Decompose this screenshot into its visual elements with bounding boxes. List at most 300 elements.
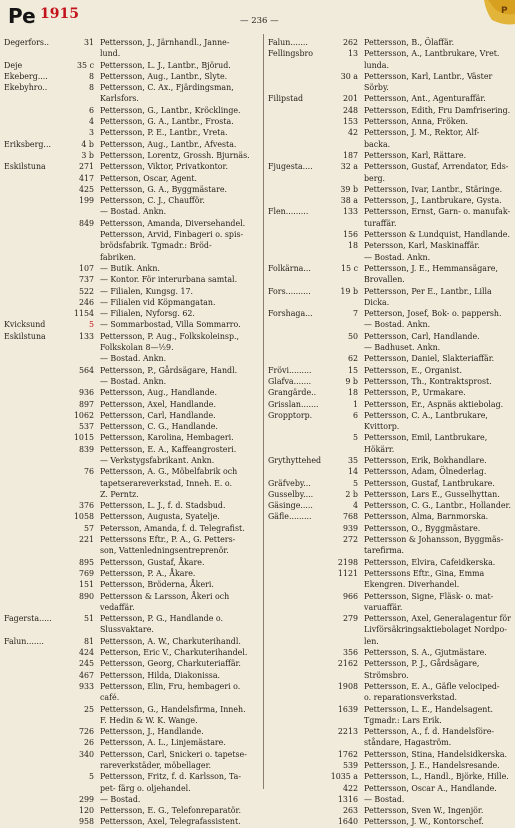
phone-number: 2 b <box>345 489 358 499</box>
phone-number <box>322 139 364 150</box>
phone-number: 3 <box>88 128 94 138</box>
directory-entry-row <box>268 218 511 229</box>
directory-entry-row <box>4 816 259 827</box>
phone-number <box>322 737 364 748</box>
subscriber-text: Petterson, Eric V., Charkuterihandel. <box>100 648 248 658</box>
subscriber-text: Dicka. <box>364 297 390 307</box>
place-name <box>268 783 322 794</box>
place-name: Falun....... <box>268 38 308 47</box>
subscriber-text: Pettersson, A. L., Linjemästare. <box>100 738 226 748</box>
place-name: Fagersta..... <box>4 614 52 624</box>
phone-number: 2213 <box>337 727 358 737</box>
phone-number: 156 <box>342 230 358 240</box>
directory-entry-row <box>268 60 511 71</box>
subscriber-text: — Bostad. Ankn. <box>364 320 431 330</box>
directory-entry-row <box>268 410 511 421</box>
place-name <box>4 444 56 455</box>
subscriber-text: Pettersson, S. A., Gjutmästare. <box>364 648 487 658</box>
place-name <box>268 240 322 251</box>
place-name <box>268 274 322 285</box>
place-name <box>268 319 322 330</box>
subscriber-text: vedaffär. <box>100 602 135 612</box>
place-name <box>4 534 56 545</box>
place-name: Fellingsbro <box>268 49 314 59</box>
phone-number <box>322 342 364 353</box>
subscriber-text: Pettersson, Arvid, Finbageri o. spis- <box>100 230 244 240</box>
directory-entry-row <box>268 263 511 274</box>
subscriber-text: Pettersson, Fritz, f. d. Karlsson, Ta- <box>100 772 242 782</box>
directory-entry-row <box>4 737 259 748</box>
directory-entry-row <box>268 647 511 658</box>
column-divider <box>263 34 264 789</box>
directory-entry-row <box>268 579 511 590</box>
phone-number: 839 <box>78 444 94 454</box>
subscriber-text: o. reparationsverkstad. <box>364 693 458 703</box>
directory-entry-row <box>268 105 511 116</box>
phone-number: 4 <box>88 117 94 127</box>
place-name: Glafva....... <box>268 376 312 386</box>
subscriber-text: Pettersson, Daniel, Slakteriaffär. <box>364 354 495 364</box>
subscriber-text: Pettersson, Signe, Fläsk- o. mat- <box>364 591 494 601</box>
phone-number: 737 <box>78 275 94 285</box>
subscriber-text: Pettersson, J. E., Handelsresande. <box>364 761 500 770</box>
directory-entry-row <box>4 568 259 579</box>
subscriber-text: Pettersson, Alma, Barnmorska. <box>364 512 489 522</box>
place-name: Eskilstuna <box>4 331 46 341</box>
phone-number <box>56 602 100 613</box>
place-name <box>4 376 56 387</box>
subscriber-text: Pettersson, P., Urmakare. <box>364 388 466 398</box>
place-name <box>4 252 56 263</box>
subscriber-text: Pettersson, Gustaf, Lantbrukare. <box>364 478 495 488</box>
place-name <box>4 263 56 274</box>
place-name: Gropptorp. <box>268 410 313 420</box>
phone-number: 19 b <box>340 286 358 296</box>
phone-number: 272 <box>342 535 358 545</box>
phone-number: 35 <box>347 455 358 465</box>
directory-entry-row <box>268 771 511 782</box>
subscriber-text: Pettersson, L., Handl., Björke, Hille. <box>364 772 509 782</box>
place-name <box>268 139 322 150</box>
place-name <box>4 353 56 364</box>
subscriber-text: Pettersson, P., Gårdsägare, Handl. <box>100 365 238 375</box>
directory-entry-row <box>268 399 511 410</box>
directory-entry-row <box>268 48 511 59</box>
subscriber-text: Pettersson, Carl, Handlande. <box>364 331 480 341</box>
directory-entry-row <box>4 195 259 206</box>
place-name <box>4 794 56 805</box>
place-name <box>268 184 322 195</box>
place-name <box>4 274 56 285</box>
phone-number: 26 <box>83 738 94 748</box>
place-name <box>268 60 322 71</box>
subscriber-text: Pettersson, Georg, Charkuteriaffär. <box>100 659 241 669</box>
directory-entry-row <box>268 455 511 466</box>
directory-entry-row <box>4 376 259 387</box>
subscriber-text: Pettersson & Lundquist, Handlande. <box>364 230 510 240</box>
directory-entry-row <box>268 794 511 805</box>
place-name <box>268 557 322 568</box>
directory-entry-row <box>268 658 511 669</box>
place-name <box>4 557 56 568</box>
phone-number <box>56 48 100 59</box>
place-name <box>4 116 56 127</box>
place-name <box>4 286 56 297</box>
directory-entry-row <box>268 297 511 308</box>
phone-number: 153 <box>342 117 358 127</box>
subscriber-text: Pettersson, P. Aug., Folkskoleinsp., <box>100 331 240 341</box>
subscriber-text: Pettersson, Carl, Handlande. <box>100 410 216 420</box>
place-name <box>4 647 56 658</box>
subscriber-text: Pettersson, Sven W., Ingenjör. <box>364 806 484 816</box>
place-name <box>4 771 56 782</box>
place-name <box>268 534 322 545</box>
directory-entry-row <box>4 613 259 624</box>
phone-number <box>322 636 364 647</box>
directory-entry-row <box>268 760 511 771</box>
phone-number: 1062 <box>73 410 94 420</box>
subscriber-text: Pettersson, Er., Aspnäs aktiebolag. <box>364 399 504 409</box>
directory-entry-row <box>268 500 511 511</box>
phone-number <box>56 93 100 104</box>
place-name <box>4 466 56 477</box>
subscriber-text: Pettersson, Anna, Fröken. <box>364 117 468 127</box>
directory-entry-row <box>4 760 259 771</box>
place-name <box>268 647 322 658</box>
directory-entry-row <box>4 206 259 217</box>
phone-number: 221 <box>78 535 94 545</box>
subscriber-text: Pettersson, E., Organist. <box>364 365 462 375</box>
phone-number: 417 <box>78 173 94 183</box>
subscriber-text: Pettersson, J. E., Hemmansägare, <box>364 263 498 273</box>
directory-entry-row <box>268 670 511 681</box>
directory-entry-row <box>268 568 511 579</box>
subscriber-text: Pettersson, A. G., Möbelfabrik och <box>100 467 238 477</box>
directory-entry-row <box>268 274 511 285</box>
phone-number <box>56 783 100 794</box>
place-name <box>4 591 56 602</box>
phone-number: 4 <box>352 501 358 511</box>
subscriber-text: — Sommarbostad, Villa Sommarro. <box>100 320 241 330</box>
phone-number <box>322 602 364 613</box>
subscriber-text: Petterssons Eftr., P. A., G. Petters- <box>100 535 236 545</box>
subscriber-text: lunda. <box>364 60 389 70</box>
phone-number: 76 <box>83 467 94 477</box>
subscriber-text: Pettersson, Elin, Fru, hembageri o. <box>100 681 241 691</box>
phone-number: 2162 <box>337 659 358 669</box>
place-name <box>4 399 56 410</box>
place-name <box>4 624 56 635</box>
directory-entry-row <box>268 737 511 748</box>
directory-entry-row <box>4 274 259 285</box>
place-name: Grisslan....... <box>268 399 319 409</box>
subscriber-text: fabriken. <box>100 252 137 262</box>
phone-number <box>322 692 364 703</box>
place-name <box>268 127 322 138</box>
phone-number: 966 <box>342 591 358 601</box>
place-name <box>4 421 56 432</box>
phone-number: 1640 <box>337 817 358 827</box>
place-name: Grangärde.. <box>268 388 317 398</box>
place-name <box>4 737 56 748</box>
phone-number: 1908 <box>337 681 358 691</box>
directory-entry-row <box>268 681 511 692</box>
directory-entry-row <box>4 591 259 602</box>
subscriber-text: Pettersson, P. A., Åkare. <box>100 568 196 578</box>
phone-number: 15 <box>347 365 358 375</box>
subscriber-text: ståndare, Hagaström. <box>364 738 452 748</box>
directory-entry-row <box>4 500 259 511</box>
place-name <box>268 613 322 624</box>
phone-number: 42 <box>347 128 358 138</box>
subscriber-text: berg. <box>364 173 386 183</box>
place-name <box>268 670 322 681</box>
page-header <box>0 0 515 30</box>
place-name <box>268 195 322 206</box>
phone-number <box>322 60 364 71</box>
phone-number: 133 <box>78 331 94 341</box>
phone-number: 151 <box>78 580 94 590</box>
directory-entry-row <box>268 206 511 217</box>
phone-number <box>56 489 100 500</box>
directory-entry-row <box>4 240 259 251</box>
phone-number: 81 <box>83 636 94 646</box>
place-name: Folkärna... <box>268 263 311 273</box>
phone-number: 245 <box>78 659 94 669</box>
subscriber-text: Petersson, Amanda, f. d. Telegrafist. <box>100 523 245 533</box>
subscriber-text: Pettersson, Hilda, Diakonissa. <box>100 670 221 680</box>
phone-number: 1058 <box>73 512 94 522</box>
subscriber-text: Pettersson, P. E., Lantbr., Vreta. <box>100 128 228 138</box>
place-name <box>268 624 322 635</box>
phone-number: 936 <box>78 388 94 398</box>
subscriber-text: turaffär. <box>364 218 397 228</box>
place-name <box>268 545 322 556</box>
phone-number: 376 <box>78 501 94 511</box>
subscriber-text: Z. Perntz. <box>100 489 139 499</box>
subscriber-text: — Bostad. Ankn. <box>100 207 167 217</box>
phone-number <box>322 715 364 726</box>
place-name <box>4 240 56 251</box>
subscriber-text: Pettersson, Carl, Snickeri o. tapetse- <box>100 749 247 759</box>
phone-number: 1639 <box>337 704 358 714</box>
place-name <box>268 760 322 771</box>
subscriber-text: Tgmadr.: Lars Erik. <box>364 715 442 725</box>
directory-entry-row <box>4 421 259 432</box>
place-name <box>268 658 322 669</box>
subscriber-text: brödsfabrik. Tgmadr.: Bröd- <box>100 241 212 251</box>
directory-entry-row <box>268 240 511 251</box>
subscriber-text: Pettersson, Oscar A., Handlande. <box>364 783 497 793</box>
directory-entry-row <box>268 715 511 726</box>
directory-entry-row <box>268 82 511 93</box>
subscriber-text: Pettersson, Lorentz, Grossh. Bjurnäs. <box>100 150 250 160</box>
directory-entry-row <box>268 489 511 500</box>
directory-entry-row <box>4 297 259 308</box>
directory-entry-row <box>268 511 511 522</box>
subscriber-text: lund. <box>100 49 121 59</box>
place-name <box>4 48 56 59</box>
place-name <box>268 749 322 760</box>
subscriber-text: Pettersson, Karl, Lantbr., Väster <box>364 71 493 81</box>
place-name <box>268 105 322 116</box>
phone-number: 62 <box>347 354 358 364</box>
phone-number: 31 <box>83 38 94 47</box>
phone-number: 187 <box>342 150 358 160</box>
phone-number: 13 <box>347 49 358 59</box>
phone-number <box>56 353 100 364</box>
phone-number <box>322 444 364 455</box>
place-name <box>268 150 322 161</box>
phone-number <box>322 297 364 308</box>
phone-number: 1121 <box>337 568 358 578</box>
place-name <box>4 805 56 816</box>
phone-number: 769 <box>78 568 94 578</box>
phone-number: 5 <box>88 320 94 330</box>
subscriber-text: Pettersson, J., Handlande. <box>100 727 204 737</box>
phone-number <box>56 376 100 387</box>
phone-number: 8 <box>88 83 94 93</box>
directory-entry-row <box>4 455 259 466</box>
subscriber-text: Pettersson, Axel, Handlande. <box>100 399 216 409</box>
phone-number: 50 <box>347 331 358 341</box>
phone-number: 356 <box>342 648 358 658</box>
directory-entry-row <box>4 105 259 116</box>
directory-entry-row <box>268 71 511 82</box>
place-name <box>268 523 322 534</box>
place-name: Fors.......... <box>268 286 311 296</box>
directory-entry-row <box>4 726 259 737</box>
directory-entry-row <box>268 624 511 635</box>
subscriber-text: — Filialen vid Köpmangatan. <box>100 297 216 307</box>
subscriber-text: Pettersson, O., Byggmästare. <box>364 523 481 533</box>
directory-entry-row <box>268 478 511 489</box>
place-name: Frövi......... <box>268 365 312 375</box>
place-name <box>4 670 56 681</box>
place-name <box>4 229 56 240</box>
subscriber-text: backa. <box>364 139 391 149</box>
subscriber-text: Pettersson, C. G., Lantbr., Hollander. <box>364 501 511 511</box>
subscriber-text: tarefirma. <box>364 546 405 556</box>
place-name <box>4 511 56 522</box>
place-name <box>4 681 56 692</box>
directory-entry-row <box>268 444 511 455</box>
subscriber-text: Pettersson, B., Ölaffär. <box>364 38 455 47</box>
phone-number: 57 <box>83 523 94 533</box>
phone-number: 35 c <box>77 60 94 70</box>
place-name <box>268 568 322 579</box>
directory-entry-row <box>4 523 259 534</box>
phone-number: 51 <box>83 614 94 624</box>
place-name <box>268 681 322 692</box>
directory-entry-row <box>268 319 511 330</box>
place-name <box>4 173 56 184</box>
directory-entry-row <box>4 229 259 240</box>
directory-entry-row <box>268 545 511 556</box>
subscriber-text: Pettersson, Lars E., Gusselhyttan. <box>364 489 500 499</box>
phone-number <box>322 173 364 184</box>
subscriber-text: Pettersson & Johansson, Byggmäs- <box>364 535 504 545</box>
subscriber-text: rareverkstäder, möbellager. <box>100 761 212 770</box>
directory-entry-row <box>4 319 259 330</box>
place-name <box>268 297 322 308</box>
place-name <box>4 489 56 500</box>
right-column <box>268 37 511 828</box>
directory-entry-row <box>4 116 259 127</box>
phone-number: 30 a <box>340 71 358 81</box>
directory-entry-row <box>268 342 511 353</box>
place-name <box>4 816 56 827</box>
directory-entry-row <box>4 783 259 794</box>
directory-entry-row <box>268 93 511 104</box>
subscriber-text: Pettersson, Ant., Agenturaffär. <box>364 94 486 104</box>
directory-entry-row <box>4 794 259 805</box>
place-name <box>4 297 56 308</box>
subscriber-text: Pettersson, Aug., Handlande. <box>100 388 217 398</box>
subscriber-text: Pettersson, E. A., Kaffeangrosteri. <box>100 444 237 454</box>
directory-entry-row <box>268 523 511 534</box>
subscriber-text: Pettersson, Viktor, Privatkontor. <box>100 162 228 172</box>
place-name <box>268 636 322 647</box>
phone-number <box>322 579 364 590</box>
directory-entry-row <box>268 139 511 150</box>
directory-year: 1915 <box>40 6 79 22</box>
phone-number: 25 <box>83 704 94 714</box>
phone-number: 5 <box>352 433 358 443</box>
phone-number: 849 <box>78 218 94 228</box>
subscriber-text: len. <box>364 636 379 646</box>
subscriber-text: Pettersson, Aug., Lantbr., Slyte. <box>100 71 228 81</box>
phone-number <box>56 715 100 726</box>
directory-entry-row <box>268 704 511 715</box>
subscriber-text: — Filialen, Nyforsg. 62. <box>100 309 195 319</box>
place-name <box>4 308 56 319</box>
subscriber-text: Pettersson, E. G., Telefonreparatör. <box>100 806 241 816</box>
phone-number <box>322 421 364 432</box>
directory-entry-row <box>268 229 511 240</box>
phone-number: 38 a <box>340 196 358 206</box>
directory-entry-row <box>4 127 259 138</box>
directory-entry-row <box>4 331 259 342</box>
directory-entry-row <box>4 342 259 353</box>
phone-number <box>322 545 364 556</box>
place-name: Deje <box>4 60 23 70</box>
phone-number: 1015 <box>73 433 94 443</box>
place-name <box>268 737 322 748</box>
phone-number <box>322 252 364 263</box>
place-name <box>4 500 56 511</box>
phone-number: 340 <box>78 749 94 759</box>
subscriber-text: varuaffär. <box>364 602 403 612</box>
directory-entry-row <box>4 37 259 48</box>
directory-entry-row <box>4 557 259 568</box>
subscriber-text: Kvittorp. <box>364 422 400 432</box>
directory-entry-row <box>4 173 259 184</box>
phone-number: 537 <box>78 422 94 432</box>
phone-number: 958 <box>78 817 94 827</box>
phone-number: 2198 <box>337 557 358 567</box>
directory-entry-row <box>4 444 259 455</box>
directory-entry-row <box>4 399 259 410</box>
phone-number <box>322 319 364 330</box>
place-name <box>4 760 56 771</box>
place-name <box>268 229 322 240</box>
phone-number: 271 <box>78 162 94 172</box>
phone-number <box>322 670 364 681</box>
subscriber-text: Pettersson, J. M., Rektor, Alf- <box>364 128 480 138</box>
subscriber-text: Folkskolan 8—½9. <box>100 343 174 353</box>
directory-entry-row <box>4 624 259 635</box>
